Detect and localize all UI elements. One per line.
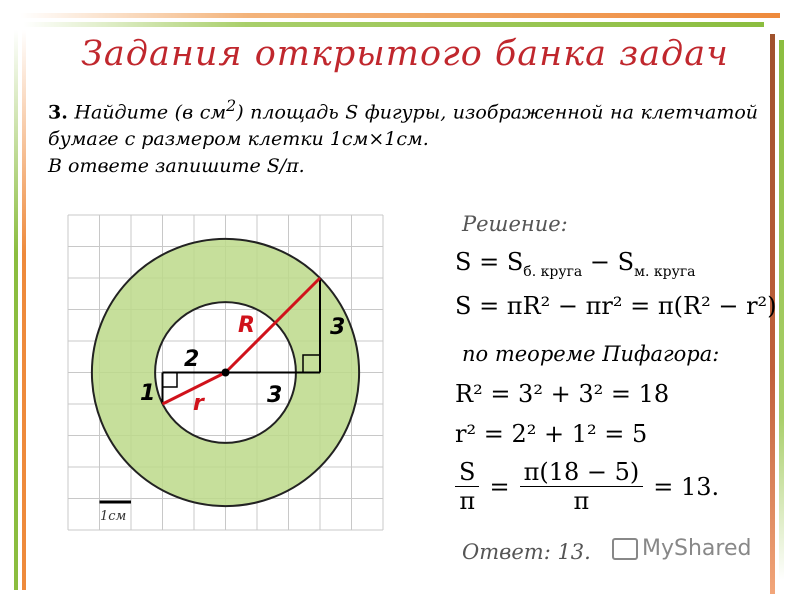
right-decor-bar-green	[779, 40, 784, 580]
answer-text: Ответ: 13.	[462, 540, 591, 564]
f1-s1: S	[506, 248, 524, 276]
f1-s2: S	[617, 248, 635, 276]
f5-lhs-num: S	[455, 458, 479, 487]
formula-final-ratio	[455, 458, 719, 515]
f5-eq: =	[489, 472, 510, 501]
f5-rhs-den: π	[573, 487, 590, 515]
f5-rhs-fraction	[520, 458, 644, 515]
label-R: R	[238, 313, 255, 338]
watermark-text: MyShared	[642, 536, 752, 561]
task-text-part2: ) площадь S фигуры, изображенной на клетчатой бумаге с размером клетки 1см×1см.	[48, 101, 759, 151]
f1-s2-sub: м. круга	[634, 263, 696, 280]
solution-label: Решение:	[462, 212, 568, 236]
f1-lhs: S	[455, 248, 472, 276]
label-one: 1	[140, 381, 156, 406]
top-decor-bar-orange	[20, 13, 780, 18]
f1-s1-sub: б. круга	[523, 263, 583, 280]
label-three-bottom: 3	[267, 383, 283, 408]
task-text-line3: В ответе запишите S/π.	[48, 155, 305, 178]
f5-result: = 13.	[653, 472, 720, 501]
task-text-part1: Найдите (в см	[74, 101, 227, 124]
label-three-right: 3	[330, 315, 346, 340]
pythagoras-label: по теореме Пифагора:	[462, 342, 720, 366]
task-sup: 2	[226, 96, 237, 115]
left-decor-bar-orange	[22, 30, 26, 590]
f1-eq: =	[479, 248, 500, 276]
top-decor-bar-green	[24, 22, 764, 27]
center-point	[222, 369, 230, 377]
formula-small-radius: r² = 2² + 1² = 5	[455, 420, 648, 448]
watermark	[612, 536, 751, 561]
task-text	[48, 92, 758, 180]
right-angle-marker-left	[163, 373, 178, 388]
f5-rhs-num: π(18 − 5)	[520, 458, 644, 487]
formula-big-radius: R² = 3² + 3² = 18	[455, 380, 670, 408]
task-number: 3.	[48, 101, 68, 124]
label-two: 2	[184, 347, 200, 372]
f1-minus: −	[589, 248, 611, 276]
left-decor-bar-green	[14, 30, 18, 590]
f5-lhs-den: π	[459, 487, 476, 515]
label-r: r	[193, 391, 204, 416]
unit-scale-label: 1см	[100, 509, 127, 524]
f5-lhs-fraction	[455, 458, 479, 515]
ring-figure	[60, 210, 390, 535]
formula-area-difference	[455, 248, 696, 280]
watermark-icon	[612, 538, 638, 560]
slide-title: Задания открытого банка задач	[81, 34, 729, 74]
formula-ring-area: S = πR² − πr² = π(R² − r²)	[455, 292, 777, 320]
